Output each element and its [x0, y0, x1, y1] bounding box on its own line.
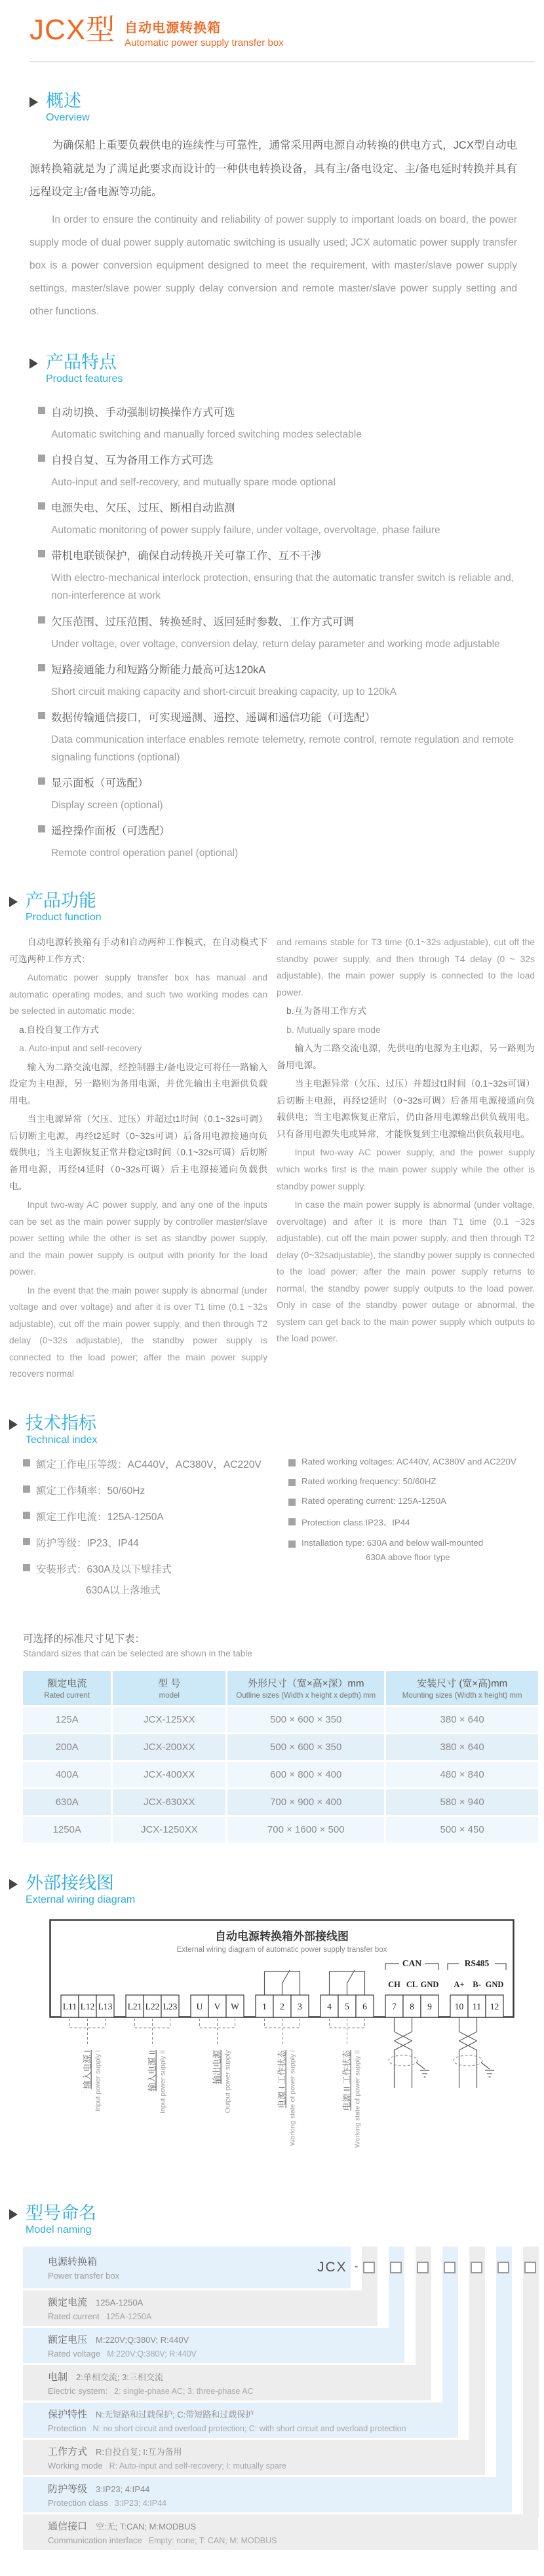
tech-item [288, 1496, 534, 1506]
cell-outline: 600 × 800 × 400 [227, 1762, 386, 1787]
naming-value-en: 125A-1250A [106, 2311, 152, 2321]
heading-cn: 型号命名 [26, 2203, 96, 2223]
bullet-square-icon [288, 1459, 296, 1466]
naming-label-en: Rated current [48, 2311, 100, 2321]
tech-item [23, 1535, 288, 1550]
cell-mounting: 480 × 840 [386, 1762, 538, 1787]
naming-label-cn: 额定电流 [48, 2296, 88, 2308]
naming-row [23, 2440, 485, 2475]
naming-row [23, 2514, 538, 2550]
tech-text: 防护等级：IP23、IP44 [36, 1537, 139, 1549]
col-header-outline-sizes [227, 1671, 386, 1705]
heading-en: Product features [46, 373, 123, 384]
cell-mounting: 580 × 940 [386, 1789, 538, 1815]
heading-text [46, 352, 123, 385]
naming-value-cn: 125A-1250A [96, 2297, 144, 2307]
naming-row [23, 2477, 512, 2512]
tech-left-column [23, 1457, 288, 1607]
terminal-group [126, 1995, 179, 2017]
function-paragraph: 输入为二路交流电源，先供电的电源为主电源，另一路则为备用电源。 [277, 1043, 535, 1070]
group-label-en: Working state of power supply I [288, 2049, 297, 2146]
naming-label-en: Protection [48, 2423, 87, 2433]
heading-en: External wiring diagram [26, 1894, 136, 1905]
tech-text: 额定工作频率：50/60Hz [36, 1485, 146, 1497]
twisted-pair-icon [454, 2017, 494, 2088]
bullet-square-icon [38, 407, 45, 414]
bullet-square-icon [23, 1459, 30, 1466]
feature-item [38, 661, 514, 701]
bullet-square-icon [38, 550, 45, 557]
heading-text [26, 1873, 135, 1906]
naming-value-cn: M:220V;Q:380V; R:440V [96, 2334, 189, 2345]
naming-value-cn: R:自投自复; I:互为备用 [96, 2446, 182, 2457]
feature-en: Display screen (optional) [51, 800, 163, 811]
bus-label-rs485: RS485 [464, 1958, 490, 1968]
feature-cn-line [38, 403, 514, 419]
feature-cn: 数据传输通信接口，可实现遥测、遥控、遥调和遥信功能（可选配） [51, 711, 376, 724]
bullet-square-icon [38, 825, 45, 832]
code-box-icon [524, 2262, 536, 2273]
terminal: 10 [454, 2001, 464, 2011]
function-paragraph: In the event that the main power supply is abnormal (under voltage and over voltage) and after it is over T1 time (0.1 ~32s adjustable), cut off the main power supply, and then through T2 delay (0~32s adjustable), the standby power supply is connected to the load power; after the main power supply recovers normal [9, 1285, 267, 1379]
code-box-icon [471, 2262, 482, 2273]
feature-cn: 显示面板（可选配） [51, 777, 149, 789]
naming-label-cn: 额定电压 [48, 2334, 88, 2345]
section-arrow-icon [9, 1419, 18, 1430]
feature-en: Data communication interface enables remote telemetry, remote control, remote regulation and remote signaling functions (optional) [51, 734, 514, 763]
code-stripe [469, 2247, 485, 2452]
naming-value-en: M:220V;Q:380V; R:440V [107, 2349, 197, 2359]
function-paragraph: Automatic power supply transfer box has manual and automatic operating modes, and such two working modes can be selected in automatic mode: [9, 973, 267, 1017]
section-wiring-heading [9, 1873, 544, 1906]
col-header-en: Outline sizes (Width x height x depth) mm [236, 1691, 376, 1700]
bullet-square-icon [23, 1564, 30, 1571]
section-function-heading [9, 891, 544, 924]
group-label-en: Input power supply I [94, 2049, 102, 2112]
col-header-cn: 额定电流 [47, 1677, 87, 1689]
feature-item [38, 709, 514, 766]
code-stripe [496, 2247, 512, 2485]
feature-item [38, 774, 514, 814]
heading-text [46, 91, 90, 124]
tech-item [288, 1476, 534, 1486]
sizes-table-head [23, 1671, 538, 1705]
page-header [0, 0, 544, 48]
terminal: 7 [392, 2001, 397, 2011]
terminal: U [196, 2001, 203, 2011]
naming-label-cn: 通信接口 [48, 2520, 88, 2532]
terminal: 8 [410, 2001, 414, 2011]
brand-title: JCX型 [29, 14, 116, 46]
feature-list [38, 403, 514, 862]
tech-item [23, 1561, 288, 1576]
terminal-group [61, 1995, 114, 2017]
col-header-rated-current [23, 1671, 113, 1705]
naming-line-en [48, 2423, 452, 2435]
feature-item [38, 451, 514, 491]
function-right-column [277, 934, 535, 1384]
naming-line-cn [48, 2370, 425, 2383]
code-box-icon [390, 2262, 402, 2273]
feature-en: Auto-input and self-recovery, and mutually spare mode optional [51, 477, 336, 488]
pin-label: GND [485, 1979, 504, 1989]
cell-rated-current: 400A [23, 1762, 113, 1787]
function-columns [9, 934, 535, 1384]
col-header-en: Mounting sizes (Width x height) mm [402, 1691, 522, 1700]
naming-row [23, 2328, 404, 2363]
cell-model: JCX-1250XX [113, 1817, 227, 1842]
section-tech-heading [9, 1413, 544, 1446]
section-arrow-icon [9, 897, 18, 907]
tech-text: 额定工作电压等级：AC440V，AC380V，AC220V [36, 1459, 262, 1470]
section-arrow-icon [29, 358, 38, 369]
group-label-cn: 输入电源 I [82, 2049, 92, 2089]
cell-model: JCX-630XX [113, 1789, 227, 1815]
feature-cn-line [38, 709, 514, 724]
terminal: L12 [80, 2001, 95, 2011]
naming-label-cn: 防护等级 [48, 2483, 88, 2495]
feature-en: Automatic switching and manually forced switching modes selectable [51, 428, 362, 440]
function-paragraph: and remains stable for T3 time (0.1~32s adjustable), cut off the standby power supply, and then through T4 delay (0 ~ 32s adjustable), the main power supply is connected to the load power. [277, 937, 535, 998]
table-row [23, 1762, 538, 1787]
bullet-square-icon [23, 1485, 30, 1493]
model-code-line [23, 2260, 538, 2275]
wiring-diagram [49, 1919, 515, 2171]
sizes-table [23, 1669, 538, 1844]
feature-cn: 电源失电、欠压、过压、断相自动监测 [51, 502, 235, 515]
terminal: 5 [345, 2001, 349, 2011]
feature-cn: 自动切换、手动强制切换操作方式可选 [51, 406, 235, 419]
col-header-model [113, 1671, 227, 1705]
tech-text: 额定工作电流：125A-1250A [36, 1511, 164, 1523]
heading-en: Model naming [26, 2224, 92, 2235]
function-paragraph: b.互为备用工作方式 [286, 1006, 367, 1017]
tech-columns [23, 1457, 544, 1607]
bullet-square-icon [38, 664, 45, 671]
terminal: 6 [362, 2001, 367, 2011]
naming-value-en: 3:IP23; 4:IP44 [114, 2498, 166, 2508]
feature-cn: 遥控操作面板（可选配） [51, 825, 170, 838]
function-paragraph: 自动电源转换箱有手动和自动两种工作模式，在自动模式下可选两种工作方式： [9, 937, 267, 964]
bullet-square-icon [38, 616, 45, 624]
heading-cn: 产品特点 [46, 352, 117, 372]
feature-cn-line [38, 613, 514, 629]
tech-right-column [288, 1457, 534, 1607]
heading-text [26, 1413, 97, 1446]
table-row [23, 1707, 538, 1732]
sizes-table-body [23, 1707, 538, 1842]
model-prefix: JCX [317, 2259, 347, 2275]
function-paragraph: Input two-way AC power supply, and the power supply which works first is the main power supply while the other is standby power supply. [277, 1148, 535, 1191]
heading-en: Overview [46, 112, 90, 124]
code-box-icon [363, 2262, 375, 2273]
overview-paragraph-en: In order to ensure the continuity and reliability of power supply to important loads on board, the power supply mode of dual power supply automatic switching is usually used; JCX automatic power supply transfer box is a power conversion equipment designed to meet the requirement, with master/slave power supply settings, master/slave power supply delay conversion and remote master/slave power supply setting and other functions. [29, 214, 517, 317]
terminal: 3 [298, 2001, 302, 2011]
naming-value-en: R: Auto-input and self-recovery; I: mutually spare [109, 2461, 286, 2471]
section-naming-heading [9, 2203, 544, 2236]
terminal: W [231, 2001, 239, 2011]
feature-cn: 带机电联锁保护，确保自动转换开关可靠工作、互不干涉 [51, 550, 322, 563]
model-dash: - [355, 2260, 359, 2272]
bullet-square-icon [288, 1540, 296, 1548]
cell-outline: 700 × 1600 × 500 [227, 1817, 386, 1842]
naming-line-en [48, 2497, 505, 2509]
heading-cn: 产品功能 [26, 891, 96, 911]
function-paragraph: b. Mutually spare mode [286, 1024, 381, 1035]
bullet-square-icon [38, 712, 45, 719]
sizes-note [23, 1631, 544, 1658]
col-header-mounting-sizes [386, 1671, 538, 1705]
naming-label-en: Electric system: [48, 2385, 108, 2396]
terminal: 4 [327, 2001, 332, 2011]
heading-cn: 概述 [46, 91, 81, 111]
feature-cn-line [38, 499, 514, 515]
cell-mounting: 380 × 640 [386, 1707, 538, 1732]
function-paragraph: 当主电源异常（欠压、过压）并超过t1时间（0.1~32s可调）后切断主电源，再经t2延时（0~32s可调）后备用电源接通向负载供电；当主电源恢复正常后，仍由备用电源输出供负载用电。只有备用电源失电或异常，才能恢复到主电源输出供负载用电。 [277, 1079, 535, 1139]
feature-cn-line [38, 451, 514, 467]
tech-item [23, 1457, 288, 1471]
tech-text: Rated working frequency: 50/60HZ [301, 1476, 437, 1486]
naming-label-cn: 电源转换箱 [48, 2256, 98, 2268]
bullet-square-icon [288, 1499, 296, 1506]
heading-en: Product function [26, 912, 102, 924]
group-label-en: Output power supply [223, 2049, 232, 2114]
feature-item [38, 613, 514, 653]
naming-label-en: Rated voltage [48, 2348, 101, 2359]
section-arrow-icon [9, 2209, 18, 2220]
tech-item [288, 1538, 534, 1548]
code-box-icon [444, 2262, 456, 2273]
twisted-pair-icon [389, 2017, 429, 2088]
feature-cn: 欠压范围、过压范围、转换延时、返回延时参数、工作方式可调 [51, 616, 354, 628]
naming-label-cn: 保护特性 [48, 2408, 88, 2420]
cell-mounting: 380 × 640 [386, 1734, 538, 1760]
naming-line-cn [48, 2519, 532, 2533]
naming-line-cn [48, 2407, 452, 2421]
terminal-strip [61, 1995, 503, 2017]
table-row [23, 1789, 538, 1815]
cell-outline: 700 × 900 × 400 [227, 1789, 386, 1815]
group-label-cn: 电源 II 工作状态 [341, 2049, 352, 2111]
tech-text-line2: 630A above floor type [366, 1552, 450, 1562]
sizes-note-en: Standard sizes that can be selected are shown in the table [23, 1648, 252, 1658]
code-box-icon [497, 2262, 509, 2273]
naming-value-cn: N:无短路和过载保护; C:带短路和过载保护 [96, 2409, 254, 2419]
feature-cn-line [38, 774, 514, 790]
section-overview-heading [29, 91, 544, 124]
cell-mounting: 500 × 450 [386, 1817, 538, 1842]
terminal: L11 [62, 2001, 77, 2011]
heading-text [26, 891, 102, 924]
function-paragraph: 当主电源异常（欠压、过压）并超过t1时间（0.1~32s可调）后切断主电源，再经t2延时（0~32s可调）后备用电源接通向负载供电；当主电源恢复正常并稳定t3时间（0.1~32s可调）后切断备用电源，再经t4延时（0~32s可调）后主电源接通向负载供电。 [9, 1114, 267, 1191]
tech-item [23, 1509, 288, 1523]
group-label-cn: 电源 I 工作状态 [277, 2049, 287, 2108]
sizes-header-row [23, 1671, 538, 1705]
tech-text: Rated operating current: 125A-1250A [301, 1495, 447, 1506]
col-header-en: model [159, 1691, 180, 1700]
group-label-cn: 输出电源 [212, 2049, 222, 2084]
tech-item [288, 1457, 534, 1466]
terminal: L22 [145, 2001, 160, 2011]
terminal: L21 [127, 2001, 142, 2011]
wiring-title-cn: 自动电源转换箱外部接线图 [215, 1930, 349, 1943]
col-header-cn: 型 号 [158, 1677, 181, 1689]
terminal-group [385, 1995, 438, 2017]
terminal: 11 [473, 2001, 481, 2011]
terminal: 1 [262, 2001, 267, 2011]
pin-label: A+ [454, 1979, 465, 1989]
wire-group-labels [83, 2049, 362, 2148]
heading-cn: 技术指标 [26, 1413, 96, 1433]
feature-en: Remote control operation panel (optional) [51, 848, 239, 859]
table-row [23, 1817, 538, 1842]
feature-item [38, 403, 514, 443]
feature-en: Automatic monitoring of power supply failure, under voltage, overvoltage, phase failure [51, 525, 440, 536]
naming-line-cn [48, 2444, 478, 2458]
cell-model: JCX-400XX [113, 1762, 227, 1787]
function-paragraph: 输入为二路交流电源，经控制器主/备电设定可将任一路输入设定为主电源，另一路则为备用电源，并优先输出主电源供负载用电。 [9, 1062, 267, 1106]
naming-value-cn: 空:无; T:CAN; M:MODBUS [96, 2521, 197, 2531]
function-paragraph: a. Auto-input and self-recovery [19, 1043, 142, 1054]
naming-label-en: Protection class [48, 2497, 108, 2508]
feature-cn-line [38, 661, 514, 677]
feature-en: Short circuit making capacity and short-circuit breaking capacity, up to 120kA [51, 686, 397, 698]
feature-cn-line [38, 822, 514, 838]
tech-text: Protection class:IP23、IP44 [301, 1517, 410, 1527]
bullet-square-icon [38, 777, 45, 785]
bullet-square-icon [23, 1538, 30, 1545]
terminal: 9 [427, 2001, 432, 2011]
function-left-column [9, 934, 267, 1384]
group-label-en: Working state of power supply II [353, 2049, 362, 2148]
table-row [23, 1734, 538, 1760]
terminal: 2 [280, 2001, 284, 2011]
tech-item [23, 1483, 288, 1497]
feature-item [38, 547, 514, 605]
naming-line-en [48, 2385, 425, 2397]
naming-line-en [48, 2460, 478, 2472]
naming-value-en: 2: single-phase AC; 3: three-phase AC [114, 2386, 254, 2396]
pin-label: CL [406, 1979, 418, 1989]
cell-model: JCX-125XX [113, 1707, 227, 1732]
pin-label: CH [388, 1979, 400, 1989]
cell-model: JCX-200XX [113, 1734, 227, 1760]
wiring-diagram-container [49, 1919, 544, 2175]
feature-cn: 短路接通能力和短路分断能力最高可达120kA [51, 663, 266, 676]
heading-cn: 外部接线图 [26, 1873, 114, 1893]
col-header-cn: 安装尺寸 (宽×高)mm [417, 1677, 508, 1689]
overview-paragraph-cn: 为确保船上重要负载供电的连续性与可靠性，通常采用两电源自动转换的供电方式，JCX型自动电源转换箱就是为了满足此要求而设计的一种供电转换设备，具有主/备电设定、主/备电延时转换并具有远程设定主/备电源等功能。 [29, 140, 517, 198]
naming-line-en [48, 2311, 371, 2323]
feature-item [38, 822, 514, 862]
tech-text: 安装形式：630A及以下壁挂式 [36, 1563, 172, 1575]
group-label-cn: 输入电源 II [147, 2049, 157, 2091]
naming-line-cn [48, 2482, 505, 2495]
naming-label-cn: 电制 [48, 2371, 68, 2383]
cell-rated-current: 125A [23, 1707, 113, 1732]
section-features-heading [29, 352, 544, 385]
naming-value-en: N: no short circuit and overload protection; C: with short circuit and overload protection [92, 2423, 406, 2433]
model-naming-diagram [23, 2247, 538, 2550]
terminal-group [450, 1995, 503, 2017]
section-arrow-icon [29, 97, 38, 107]
wiring-title-en: External wiring diagram of automatic power supply transfer box [176, 1945, 387, 1954]
bullet-square-icon [288, 1518, 296, 1525]
function-paragraph: a.自投自复工作方式 [19, 1024, 100, 1035]
cell-outline: 500 × 600 × 350 [227, 1707, 386, 1732]
terminal-group [191, 1995, 244, 2017]
cell-rated-current: 630A [23, 1789, 113, 1815]
function-paragraph: Input two-way AC power supply, and any one of the inputs can be set as the main power supply by controller master/slave power setting while the other is set as standby power supply, and the main power supply is output with priority for the load power. [9, 1200, 267, 1277]
tech-text-line2: 630A以上落地式 [86, 1584, 161, 1596]
naming-row [23, 2290, 378, 2326]
product-title-cn: 自动电源转换箱 [125, 21, 222, 35]
sizes-note-cn: 可选择的标准尺寸见下表： [23, 1633, 146, 1645]
terminal: 12 [490, 2001, 499, 2011]
feature-cn: 自投自复、互为备用工作方式可选 [51, 455, 214, 466]
naming-value-cn: 2:单相交流; 3:三相交流 [76, 2372, 163, 2382]
naming-label-en: Power transfer box [48, 2270, 120, 2281]
pin-label: GND [420, 1979, 439, 1989]
naming-line-cn [48, 2332, 398, 2346]
bullet-square-icon [38, 455, 45, 462]
col-header-en: Rated current [44, 1691, 90, 1700]
naming-value-cn: 3:IP23; 4:IP44 [96, 2484, 150, 2494]
terminal: V [214, 2001, 221, 2011]
product-title-block [125, 16, 284, 48]
cell-outline: 500 × 600 × 350 [227, 1734, 386, 1760]
feature-en: Under voltage, over voltage, conversion delay, return delay parameter and working mode adjustable [51, 638, 500, 650]
tech-item [288, 1516, 534, 1528]
bullet-square-icon [288, 1479, 296, 1486]
naming-row [23, 2402, 458, 2438]
terminal-group [321, 1995, 374, 2017]
cell-rated-current: 200A [23, 1734, 113, 1760]
naming-line-cn [48, 2295, 371, 2309]
feature-en: With electro-mechanical interlock protection, ensuring that the automatic transfer switch is reliable and, non-interference at work [51, 572, 514, 602]
tech-text: Installation type: 630A and below wall-mounted [301, 1537, 484, 1548]
section-arrow-icon [9, 1879, 18, 1890]
product-title-en: Automatic power supply transfer box [125, 37, 284, 48]
feature-item [38, 499, 514, 539]
bus-label-can: CAN [402, 1958, 422, 1968]
naming-label-cn: 工作方式 [48, 2446, 88, 2457]
group-label-en: Input power supply II [159, 2049, 167, 2114]
code-box-icon [417, 2262, 429, 2273]
terminal-group [256, 1995, 309, 2017]
heading-text [26, 2203, 96, 2236]
naming-row [23, 2365, 431, 2400]
terminal: L23 [163, 2001, 178, 2011]
naming-value-en: Empty: none; T: CAN; M: MODBUS [148, 2535, 277, 2545]
naming-line-en [48, 2348, 398, 2360]
terminal: L13 [98, 2001, 113, 2011]
naming-line-en [48, 2535, 532, 2547]
code-stripe [523, 2247, 539, 2518]
bullet-square-icon [23, 1512, 30, 1519]
tech-text: Rated working voltages: AC440V, AC380V and AC220V [301, 1456, 516, 1466]
naming-label-en: Communication interface [48, 2535, 142, 2545]
cell-rated-current: 1250A [23, 1817, 113, 1842]
heading-en: Technical index [26, 1434, 98, 1446]
bullet-square-icon [38, 502, 45, 510]
pin-label: B- [473, 1979, 481, 1989]
function-paragraph: In case the main power supply is abnormal (under voltage, overvoltage) and after it is more than T1 time (0.1 ~32s adjustable), cut off the main power supply, and then through T2 delay (0~32sadjustable), the standby power supply is connected to the load power; after the main power supply returns to normal, the standby power supply outputs to the load power. Only in case of the standby power outage or abnormal, the system can get back to the main power supply which outputs to the load power. [277, 1200, 535, 1344]
col-header-cn: 外形尺寸（宽×高×深）mm [247, 1677, 364, 1689]
feature-cn-line [38, 547, 514, 563]
naming-label-en: Working mode [48, 2460, 103, 2471]
